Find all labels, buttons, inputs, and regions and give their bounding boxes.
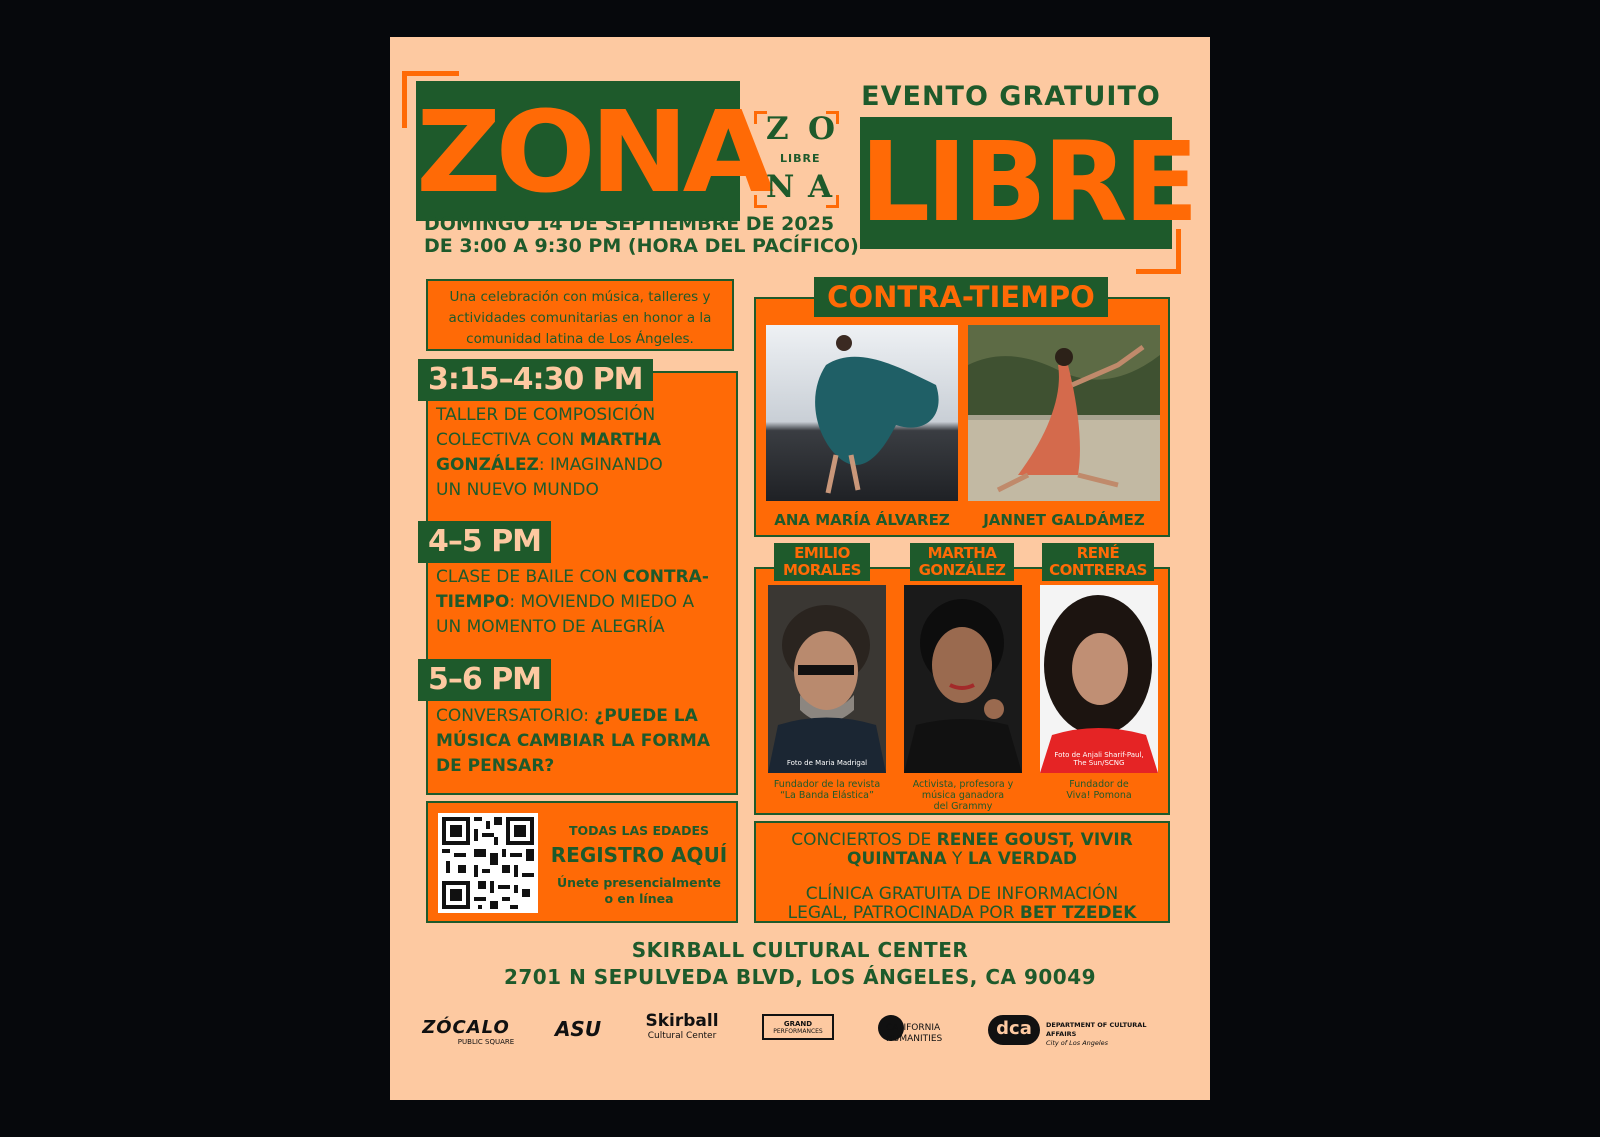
california-humanities-logo: CALIFORNIA HUMANITIES bbox=[878, 1011, 954, 1047]
speaker-description: Activista, profesora y música ganadora del Grammy bbox=[912, 779, 1014, 812]
schedule-item: TALLER DE COMPOSICIÓN COLECTIVA CON MARTHA GONZÁLEZ: IMAGINANDO UN NUEVO MUNDO bbox=[436, 405, 663, 500]
speaker-name: MARTHA GONZÁLEZ bbox=[910, 543, 1014, 581]
concerts-panel: CONCIERTOS DE RENEE GOUST, VIVIR QUINTANA Y LA VERDAD CLÍNICA GRATUITA DE INFORMACIÓN LEGAL, PATROCINADA POR BET TZEDEK bbox=[754, 821, 1170, 923]
intro-box: Una celebración con música, talleres y actividades comunitarias en honor a la comunidad latina de Los Ángeles. bbox=[426, 279, 734, 351]
dancer-name: ANA MARÍA ÁLVAREZ bbox=[774, 511, 950, 529]
evento-gratuito: EVENTO GRATUITO bbox=[861, 81, 1161, 112]
schedule-item: CONVERSATORIO: ¿PUEDE LA MÚSICA CAMBIAR LA FORMA DE PENSAR? bbox=[436, 706, 710, 776]
schedule-time: 4–5 PM bbox=[418, 521, 551, 563]
schedule-time: 3:15–4:30 PM bbox=[418, 359, 653, 401]
libre-title: LIBRE bbox=[860, 118, 1195, 246]
speaker-name: RENÉ CONTRERAS bbox=[1042, 543, 1154, 581]
event-date: DOMINGO 14 DE SEPTIEMBRE DE 2025 DE 3:00 A 9:30 PM (HORA DEL PACÍFICO) bbox=[424, 213, 859, 257]
venue-info: SKIRBALL CULTURAL CENTER 2701 N SEPULVEDA BLVD, LOS ÁNGELES, CA 90049 bbox=[503, 938, 1097, 989]
dca-text: DEPARTMENT OF CULTURAL AFFAIRS City of Los Angeles bbox=[1046, 1021, 1147, 1047]
contra-tiempo-title: CONTRA-TIEMPO bbox=[814, 277, 1108, 317]
zocalo-logo: ZÓCALO PUBLIC SQUARE bbox=[422, 1017, 515, 1046]
grand-performances-logo: GRAND PERFORMANCES bbox=[762, 1014, 834, 1040]
zona-title: ZONA bbox=[416, 86, 768, 218]
speaker-photo-martha bbox=[904, 585, 1022, 773]
dancer-photo-jannet bbox=[968, 325, 1160, 501]
speaker-photo-emilio: Foto de Maria Madrigal bbox=[768, 585, 886, 773]
skirball-logo: Skirball Cultural Center bbox=[645, 1011, 719, 1041]
asu-logo: ASU bbox=[554, 1017, 602, 1041]
registration-box[interactable] bbox=[426, 801, 738, 923]
dancer-name: JANNET GALDÁMEZ bbox=[983, 511, 1145, 529]
speaker-name: EMILIO MORALES bbox=[774, 543, 870, 581]
dancer-photo-ana-maria bbox=[766, 325, 958, 501]
corner-bracket bbox=[1136, 229, 1181, 274]
speaker-description: Fundador de Viva! Pomona bbox=[1066, 779, 1132, 801]
schedule-item: CLASE DE BAILE CON CONTRA- TIEMPO: MOVIENDO MIEDO A UN MOMENTO DE ALEGRÍA bbox=[436, 567, 709, 637]
speaker-photo-rene: Foto de Anjali Sharif-Paul, The Sun/SCNG bbox=[1040, 585, 1158, 773]
zona-libre-mini-logo: Z O LIBRE N A bbox=[754, 111, 840, 235]
register-subtitle: Únete presencialmente o en línea bbox=[556, 875, 721, 906]
register-link[interactable]: REGISTRO AQUÍ bbox=[550, 843, 728, 867]
dca-logo: dca bbox=[988, 1015, 1040, 1045]
all-ages-label: TODAS LAS EDADES bbox=[568, 823, 710, 838]
speaker-description: Fundador de la revista “La Banda Elástica” bbox=[773, 779, 881, 801]
schedule-time: 5–6 PM bbox=[418, 659, 551, 701]
event-poster bbox=[390, 37, 1210, 1100]
qr-code[interactable] bbox=[438, 813, 538, 913]
